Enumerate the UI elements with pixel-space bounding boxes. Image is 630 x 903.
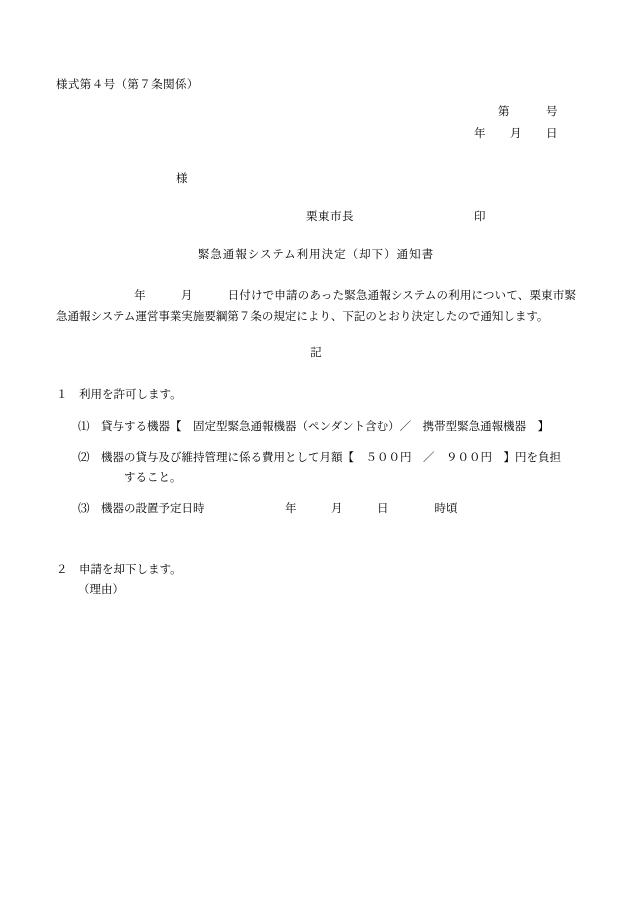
form-number: 様式第４号（第７条関係）: [56, 79, 199, 91]
item-1-sub-2-text: 機器の貸与及び維持管理に係る費用として月額【 ５００円 ／ ９００円 】円を負担: [101, 452, 561, 465]
item-1-sub-1-text: 貸与する機器【 固定型緊急通報機器（ペンダント含む）／ 携帯型緊急通報機器 】: [101, 420, 550, 433]
document-meta: [56, 102, 576, 146]
item-1-number: １: [56, 389, 68, 402]
issuer-line: [56, 208, 576, 224]
item-1-sub-2-continuation: すること。: [124, 471, 182, 484]
item-1-sub-3-text: 機器の設置予定日時 年 月 日 時頃: [101, 503, 458, 516]
item-1-sub-3: [56, 500, 576, 520]
item-1-sub-2: [56, 449, 576, 488]
issuer-name: 栗東市長: [306, 210, 354, 223]
document-title: 緊急通報システム利用決定（却下）通知書: [197, 248, 435, 261]
item-2-text: 申請を却下します。: [79, 563, 182, 576]
paragraph-text: 年 月 日付けで申請のあった緊急通報システムの利用について、栗東市緊急通報システム運営事業実施要綱第７条の規定により、下記のとおり決定したので通知します。: [56, 289, 576, 323]
item-1-text: 利用を許可します。: [79, 389, 182, 402]
document-body: [56, 76, 576, 597]
item-2-reason: （理由）: [78, 583, 124, 596]
document-date: 年 月 日: [474, 127, 558, 140]
item-2: [56, 560, 576, 581]
seal-mark: 印: [474, 210, 486, 223]
item-1-sub-2-number: ⑵: [78, 452, 90, 465]
item-1-sub-3-number: ⑶: [78, 503, 90, 516]
ki-label: 記: [310, 347, 322, 360]
item-1-sub-1: [56, 418, 576, 438]
document-number: 第 号: [498, 106, 558, 118]
item-1: [56, 386, 576, 406]
body-paragraph: [56, 286, 576, 329]
item-1-sub-1-number: ⑴: [78, 420, 90, 433]
item-2-number: ２: [56, 563, 68, 576]
addressee: 様: [176, 172, 188, 185]
